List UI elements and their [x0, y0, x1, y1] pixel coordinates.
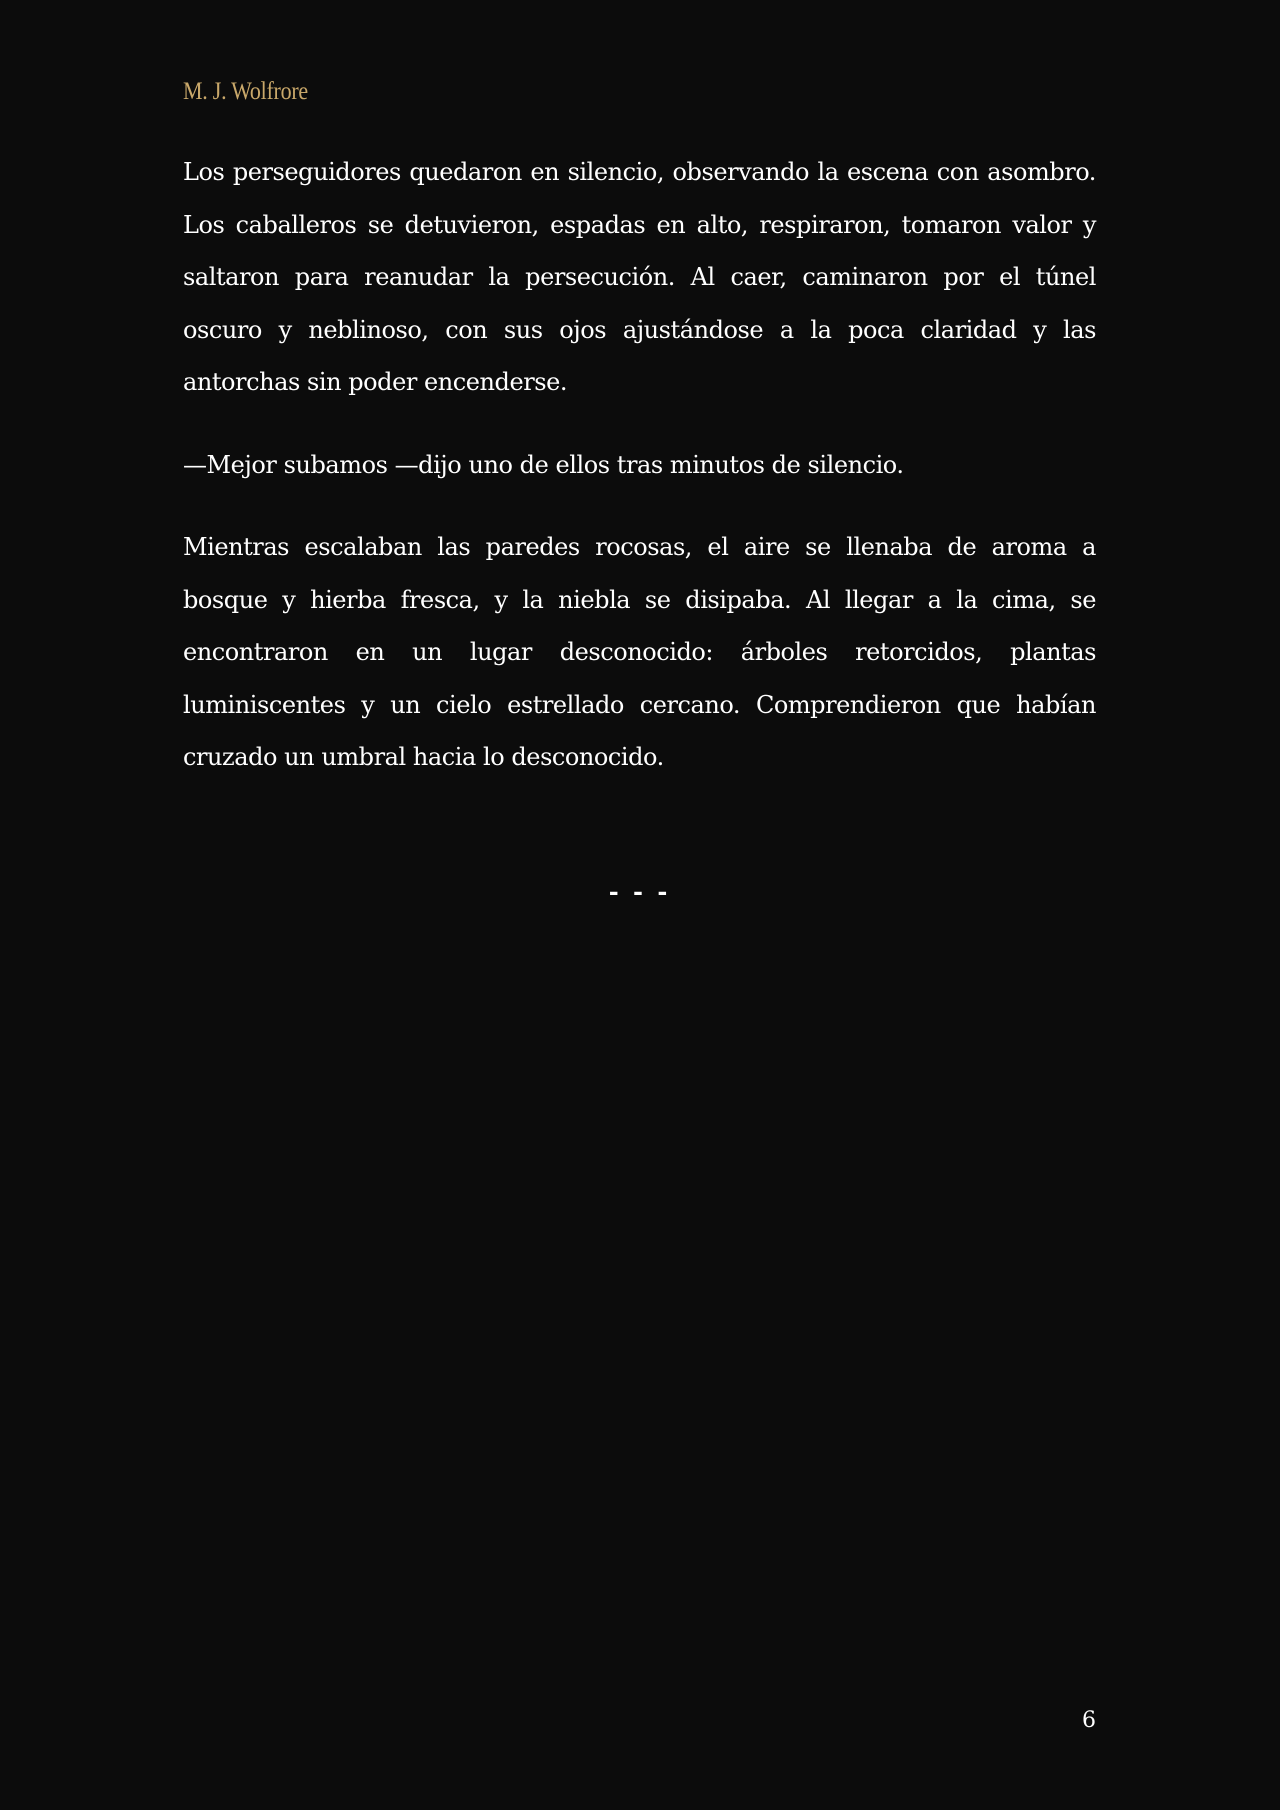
paragraph-3: Mientras escalaban las paredes rocosas, el aire se llenaba de aroma a bosque y hierba fresca, y la niebla se disipaba. Al llegar a la cima, se encontraron en un lugar desconocido: árboles retorcidos, plantas luminiscentes y un cielo estrellado cercano. Comprendieron que habían cruzado un umbral hacia lo desconocido.	[183, 533, 1096, 771]
paragraph-1: Los perseguidores quedaron en silencio, observando la escena con asombro. Los caballeros se detuvieron, espadas en alto, respiraron, tomaron valor y saltaron para reanudar la persecución. Al caer, caminaron por el túnel oscuro y neblinoso, con sus ojos ajustándose a la poca claridad y las antorchas sin poder encenderse.	[183, 158, 1096, 396]
paragraph-dialogue: —Mejor subamos —dijo uno de ellos tras minutos de silencio.	[183, 450, 904, 479]
chapter-body	[183, 146, 1096, 784]
page-number: 6	[1082, 1708, 1096, 1733]
running-head-author: M. J. Wolfrore	[183, 78, 308, 105]
scene-break: - - -	[608, 877, 671, 906]
book-page	[183, 0, 1096, 1810]
